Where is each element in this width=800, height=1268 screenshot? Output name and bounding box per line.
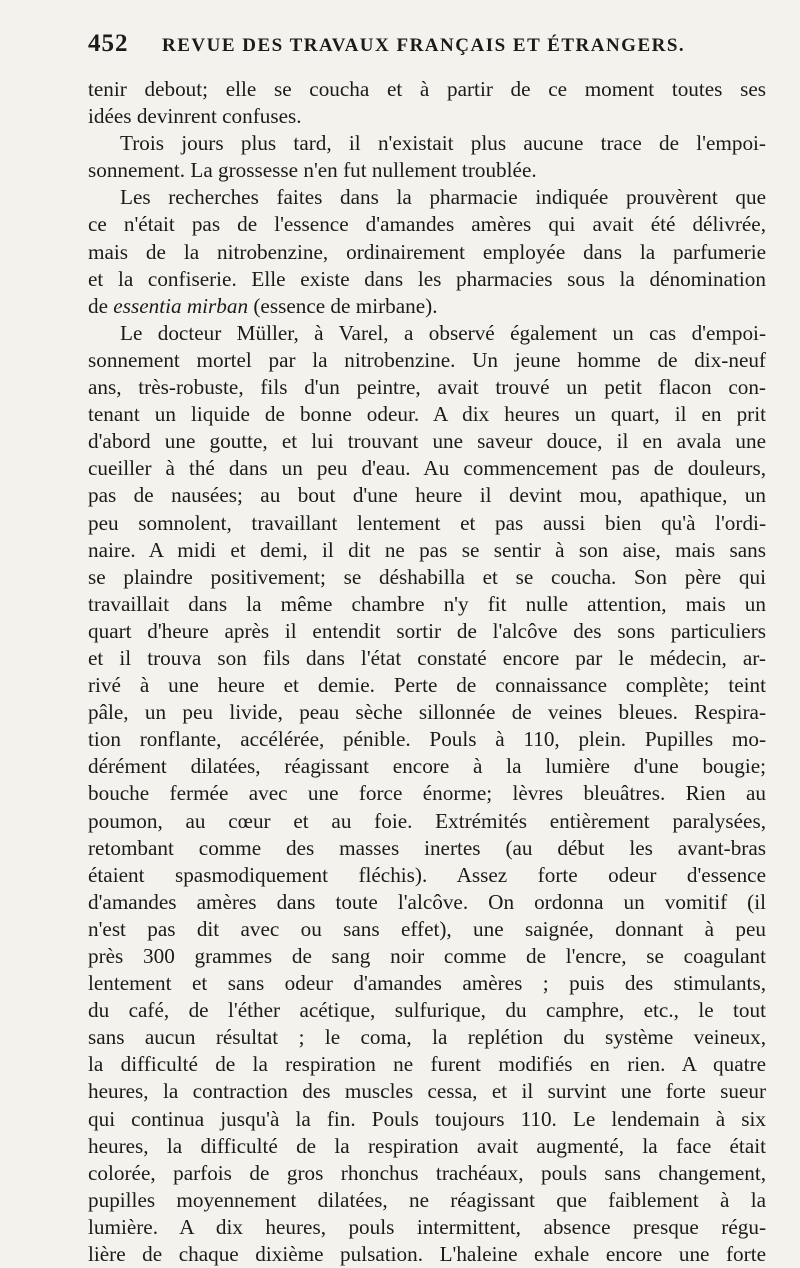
text-line: dérément dilatées, réagissant encore à la lumière d'une bougie; — [88, 754, 766, 779]
text-line: Trois jours plus tard, il n'existait plus aucune trace de l'empoi- — [120, 131, 766, 156]
text-line: tenir debout; elle se coucha et à partir de ce moment toutes ses — [88, 77, 766, 101]
text-line: d'amandes amères dans toute l'alcôve. On ordonna un vomitif (il — [88, 889, 766, 914]
page-number: 452 — [88, 30, 129, 57]
paragraph — [88, 184, 766, 319]
text-line: et la confiserie. Elle existe dans les pharmacies sous la dénomination — [88, 266, 766, 291]
text-line: tion ronflante, accélérée, pénible. Pouls à 110, plein. Pupilles mo- — [88, 727, 766, 752]
text-line: se plaindre positivement; se déshabilla et se coucha. Son père qui — [88, 564, 766, 589]
body-text — [88, 76, 766, 1268]
text-line: lumière. A dix heures, pouls intermittent, absence presque régu- — [88, 1214, 766, 1239]
text-line: n'est pas dit avec ou sans effet), une saignée, donnant à peu — [88, 916, 766, 941]
text-line: travaillait dans la même chambre n'y fit nulle attention, mais un — [88, 591, 766, 616]
text-line: poumon, au cœur et au foie. Extrémités entièrement paralysées, — [88, 808, 766, 833]
text-line: près 300 grammes de sang noir comme de l'encre, se coagulant — [88, 944, 766, 968]
text-line: sonnement mortel par la nitrobenzine. Un jeune homme de dix-neuf — [88, 347, 766, 372]
text-line: naire. A midi et demi, il dit ne pas se sentir à son aise, mais sans — [88, 537, 766, 562]
text-line: pas de nausées; au bout d'une heure il devint mou, apathique, un — [88, 483, 766, 508]
text-line: sans aucun résultat ; le coma, la replétion du système veineux, — [88, 1025, 766, 1050]
text-line: de essentia mirban (essence de mirbane). — [88, 293, 438, 318]
text-line: sonnement. La grossesse n'en fut nullement troublée. — [88, 158, 537, 183]
text-line: rivé à une heure et demie. Perte de connaissance complète; teint — [88, 673, 766, 698]
running-head: REVUE DES TRAVAUX FRANÇAIS ET ÉTRANGERS. — [162, 35, 686, 56]
text-line: lière de chaque dixième pulsation. L'haleine exhale encore une forte — [88, 1242, 766, 1267]
latin-term: essentia mirban — [113, 293, 249, 318]
text-line: cueiller à thé dans un peu d'eau. Au commencement pas de douleurs, — [88, 456, 766, 481]
text-line: mais de la nitrobenzine, ordinairement employée dans la parfumerie — [88, 239, 766, 264]
text-line: d'abord une goutte, et lui trouvant une saveur douce, il en avala une — [88, 429, 766, 454]
page-header — [88, 30, 766, 70]
text-line: ce n'était pas de l'essence d'amandes amères qui avait été délivrée, — [88, 212, 766, 237]
text-line: heures, la difficulté de la respiration avait augmenté, la face était — [88, 1133, 766, 1158]
text-line: qui continua jusqu'à la fin. Pouls toujours 110. Le lendemain à six — [88, 1106, 766, 1131]
text-line: Les recherches faites dans la pharmacie indiquée prouvèrent que — [120, 185, 766, 210]
text-line: retombant comme des masses inertes (au début les avant-bras — [88, 835, 766, 860]
paragraph — [88, 320, 766, 1268]
text-line: pâle, un peu livide, peau sèche sillonnée de veines bleues. Respira- — [88, 700, 766, 725]
text-line: peu somnolent, travaillant lentement et pas aussi bien qu'à l'ordi- — [88, 510, 766, 535]
paragraph — [88, 76, 766, 130]
text-line: et il trouva son fils dans l'état constaté encore par le médecin, ar- — [88, 645, 766, 670]
text-line: bouche fermée avec une force énorme; lèvres bleuâtres. Rien au — [88, 781, 766, 806]
text-line: idées devinrent confuses. — [88, 104, 302, 129]
text-line: pupilles moyennement dilatées, ne réagissant que faiblement à la — [88, 1187, 766, 1212]
text-line: du café, de l'éther acétique, sulfurique, du camphre, etc., le tout — [88, 998, 766, 1023]
text-line: étaient spasmodiquement fléchis). Assez forte odeur d'essence — [88, 862, 766, 887]
text-line: heures, la contraction des muscles cessa, et il survint une forte sueur — [88, 1079, 766, 1104]
paragraph — [88, 130, 766, 184]
text-line: Le docteur Müller, à Varel, a observé également un cas d'empoi- — [120, 320, 766, 345]
text-line: la difficulté de la respiration ne furent modifiés en rien. A quatre — [88, 1052, 766, 1077]
text-line: colorée, parfois de gros rhonchus trachéaux, pouls sans changement, — [88, 1160, 766, 1185]
text-line: ans, très-robuste, fils d'un peintre, avait trouvé un petit flacon con- — [88, 375, 766, 400]
text-line: lentement et sans odeur d'amandes amères ; puis des stimulants, — [88, 971, 766, 996]
text-line: tenant un liquide de bonne odeur. A dix heures un quart, il en prit — [88, 402, 766, 427]
text-line: quart d'heure après il entendit sortir de l'alcôve des sons particuliers — [88, 618, 766, 643]
